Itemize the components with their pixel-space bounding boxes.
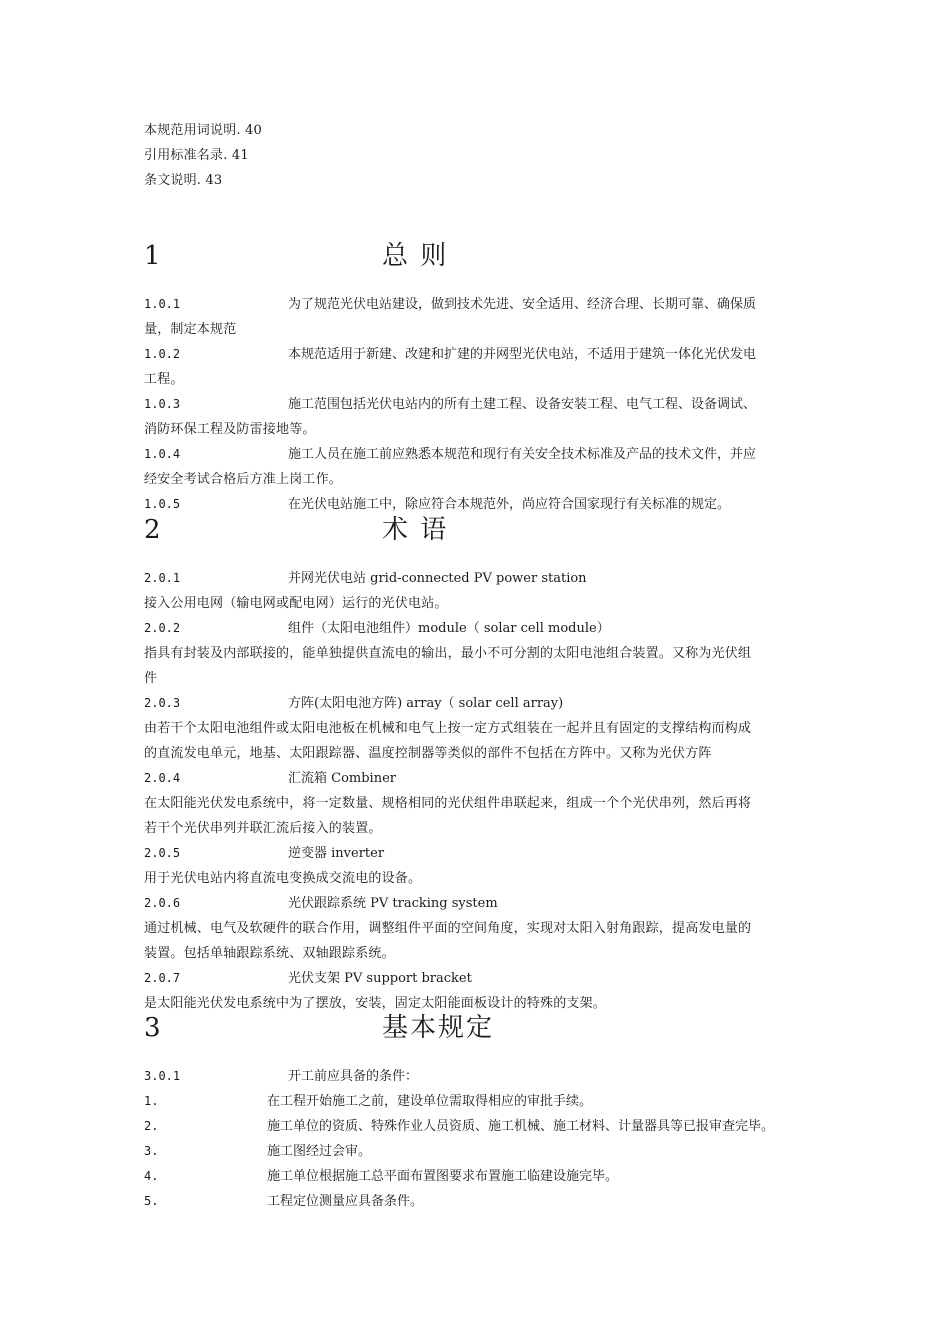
chapter-title: 总 则 (382, 241, 449, 271)
term-number: 2.0.3 (144, 696, 181, 710)
term-definition-continued: 若干个光伏串列并联汇流后接入的装置。 (144, 821, 382, 836)
clause-text: 本规范适用于新建、改建和扩建的并网型光伏电站，不适用于建筑一体化光伏发电 (288, 347, 757, 362)
clause-text: 施工范围包括光伏电站内的所有土建工程、设备安装工程、电气工程、设备调试、 (288, 397, 757, 412)
list-item-number: 5. (144, 1194, 159, 1208)
list-item-text: 工程定位测量应具备条件。 (267, 1194, 424, 1209)
clause-text-continued: 工程。 (144, 372, 184, 387)
term-number: 2.0.6 (144, 896, 181, 910)
term-definition-continued: 的直流发电单元，地基、太阳跟踪器、温度控制器等类似的部件不包括在方阵中。又称为光伏方阵 (144, 746, 712, 761)
list-item-number: 1. (144, 1094, 159, 1108)
toc-entry: 本规范用词说明. 40 (144, 123, 263, 138)
clause-number: 1.0.5 (144, 497, 181, 511)
chapter-number: 3 (144, 1013, 161, 1043)
term-definition-continued: 件 (144, 671, 158, 686)
list-item-text: 施工图经过会审。 (267, 1144, 372, 1159)
term-name: 组件（太阳电池组件）module（ solar cell module） (288, 621, 610, 636)
term-definition: 由若干个太阳电池组件或太阳电池板在机械和电气上按一定方式组装在一起并且有固定的支撑结构而构成 (144, 721, 752, 736)
clause-text: 在光伏电站施工中，除应符合本规范外，尚应符合国家现行有关标准的规定。 (288, 497, 731, 512)
chapter-title: 基本规定 (382, 1013, 495, 1043)
term-number: 2.0.4 (144, 771, 181, 785)
clause-number: 1.0.3 (144, 397, 181, 411)
chapter-number: 2 (144, 515, 161, 545)
clause-text: 开工前应具备的条件： (288, 1069, 419, 1084)
term-definition: 用于光伏电站内将直流电变换成交流电的设备。 (144, 871, 422, 886)
term-name: 方阵(太阳电池方阵) array（ solar cell array) (288, 696, 564, 711)
term-name: 光伏支架 PV support bracket (288, 971, 472, 986)
clause-number: 1.0.2 (144, 347, 181, 361)
term-definition-continued: 装置。包括单轴跟踪系统、双轴跟踪系统。 (144, 946, 395, 961)
list-item-number: 4. (144, 1169, 159, 1183)
clause-number: 1.0.1 (144, 297, 181, 311)
term-definition: 通过机械、电气及软硬件的联合作用，调整组件平面的空间角度，实现对太阳入射角跟踪，提高发电量的 (144, 921, 752, 936)
term-definition: 在太阳能光伏发电系统中，将一定数量、规格相同的光伏组件串联起来，组成一个个光伏串列，然后再将 (144, 796, 752, 811)
clause-number: 1.0.4 (144, 447, 181, 461)
term-definition: 接入公用电网（输电网或配电网）运行的光伏电站。 (144, 596, 448, 611)
clause-text-continued: 经安全考试合格后方准上岗工作。 (144, 472, 343, 487)
term-name: 光伏跟踪系统 PV tracking system (288, 896, 498, 911)
toc-entry: 引用标准名录. 41 (144, 148, 249, 163)
term-name: 并网光伏电站 grid-connected PV power station (288, 571, 587, 586)
list-item-text: 施工单位根据施工总平面布置图要求布置施工临建设施完毕。 (267, 1169, 619, 1184)
clause-text: 为了规范光伏电站建设，做到技术先进、安全适用、经济合理、长期可靠、确保质 (288, 297, 757, 312)
chapter-title: 术 语 (382, 515, 449, 545)
term-name: 汇流箱 Combiner (288, 771, 396, 786)
list-item-number: 2. (144, 1119, 159, 1133)
list-item-number: 3. (144, 1144, 159, 1158)
list-item-text: 施工单位的资质、特殊作业人员资质、施工机械、施工材料、计量器具等已报审查完毕。 (267, 1119, 775, 1134)
term-number: 2.0.1 (144, 571, 181, 585)
term-definition: 指具有封装及内部联接的，能单独提供直流电的输出，最小不可分割的太阳电池组合装置。又称为光伏组 (144, 646, 752, 661)
list-item-text: 在工程开始施工之前，建设单位需取得相应的审批手续。 (267, 1094, 593, 1109)
clause-text-continued: 量，制定本规范 (144, 322, 237, 337)
term-number: 2.0.7 (144, 971, 181, 985)
term-definition: 是太阳能光伏发电系统中为了摆放，安装，固定太阳能面板设计的特殊的支架。 (144, 996, 607, 1011)
clause-text-continued: 消防环保工程及防雷接地等。 (144, 422, 316, 437)
term-name: 逆变器 inverter (288, 846, 385, 861)
clause-number: 3.0.1 (144, 1069, 181, 1083)
toc-entry: 条文说明. 43 (144, 173, 223, 188)
term-number: 2.0.2 (144, 621, 181, 635)
term-number: 2.0.5 (144, 846, 181, 860)
clause-text: 施工人员在施工前应熟悉本规范和现行有关安全技术标准及产品的技术文件，并应 (288, 447, 757, 462)
chapter-number: 1 (144, 241, 161, 271)
